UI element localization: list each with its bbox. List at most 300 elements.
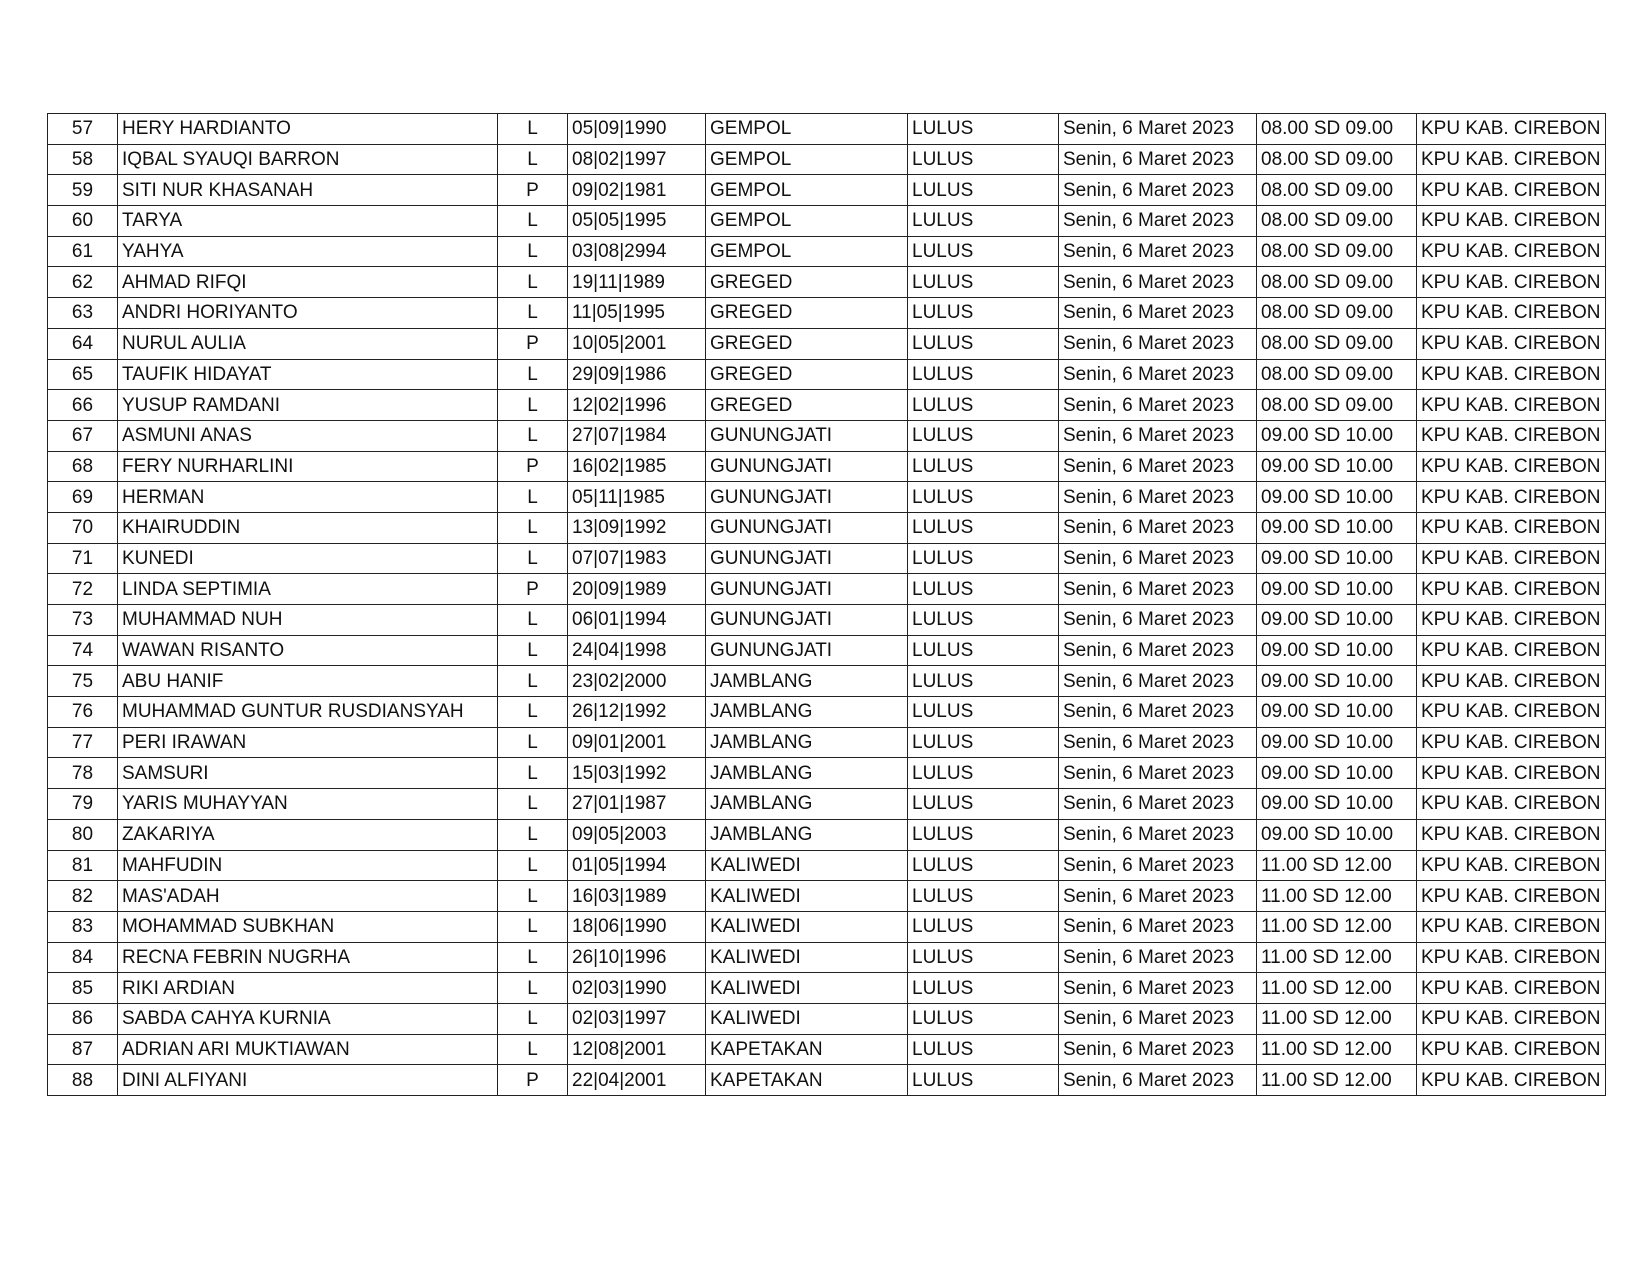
schedule-date-cell: Senin, 6 Maret 2023 [1059, 236, 1257, 267]
status-cell: LULUS [908, 1034, 1059, 1065]
participant-name-cell: RECNA FEBRIN NUGRHA [118, 942, 498, 973]
birth-date-cell: 01|05|1994 [568, 850, 706, 881]
location-cell: KPU KAB. CIREBON [1417, 1034, 1606, 1065]
row-number-cell: 73 [48, 605, 118, 636]
birth-date-cell: 03|08|2994 [568, 236, 706, 267]
table-row [48, 1034, 1606, 1065]
gender-cell: L [498, 298, 568, 329]
status-cell: LULUS [908, 451, 1059, 482]
birth-date-cell: 15|03|1992 [568, 758, 706, 789]
schedule-time-cell: 08.00 SD 09.00 [1257, 144, 1417, 175]
participant-name-cell: YARIS MUHAYYAN [118, 789, 498, 820]
location-cell: KPU KAB. CIREBON [1417, 574, 1606, 605]
gender-cell: L [498, 819, 568, 850]
location-cell: KPU KAB. CIREBON [1417, 482, 1606, 513]
gender-cell: P [498, 574, 568, 605]
location-cell: KPU KAB. CIREBON [1417, 512, 1606, 543]
table-row [48, 1003, 1606, 1034]
schedule-time-cell: 08.00 SD 09.00 [1257, 236, 1417, 267]
status-cell: LULUS [908, 267, 1059, 298]
schedule-date-cell: Senin, 6 Maret 2023 [1059, 359, 1257, 390]
participant-name-cell: MUHAMMAD NUH [118, 605, 498, 636]
row-number-cell: 84 [48, 942, 118, 973]
row-number-cell: 80 [48, 819, 118, 850]
birth-date-cell: 12|08|2001 [568, 1034, 706, 1065]
schedule-date-cell: Senin, 6 Maret 2023 [1059, 482, 1257, 513]
gender-cell: L [498, 420, 568, 451]
gender-cell: P [498, 1065, 568, 1096]
gender-cell: L [498, 666, 568, 697]
status-cell: LULUS [908, 543, 1059, 574]
district-cell: KALIWEDI [706, 850, 908, 881]
schedule-time-cell: 08.00 SD 09.00 [1257, 359, 1417, 390]
gender-cell: L [498, 789, 568, 820]
schedule-date-cell: Senin, 6 Maret 2023 [1059, 850, 1257, 881]
district-cell: JAMBLANG [706, 727, 908, 758]
participant-name-cell: MOHAMMAD SUBKHAN [118, 911, 498, 942]
table-row [48, 298, 1606, 329]
district-cell: GUNUNGJATI [706, 543, 908, 574]
schedule-date-cell: Senin, 6 Maret 2023 [1059, 298, 1257, 329]
gender-cell: L [498, 482, 568, 513]
participant-name-cell: ADRIAN ARI MUKTIAWAN [118, 1034, 498, 1065]
row-number-cell: 81 [48, 850, 118, 881]
participant-name-cell: YUSUP RAMDANI [118, 390, 498, 421]
participant-name-cell: MAS'ADAH [118, 881, 498, 912]
district-cell: JAMBLANG [706, 697, 908, 728]
participant-name-cell: HERY HARDIANTO [118, 114, 498, 145]
location-cell: KPU KAB. CIREBON [1417, 114, 1606, 145]
table-row [48, 206, 1606, 237]
table-row [48, 819, 1606, 850]
schedule-date-cell: Senin, 6 Maret 2023 [1059, 973, 1257, 1004]
row-number-cell: 62 [48, 267, 118, 298]
status-cell: LULUS [908, 911, 1059, 942]
schedule-date-cell: Senin, 6 Maret 2023 [1059, 1065, 1257, 1096]
status-cell: LULUS [908, 512, 1059, 543]
table-row [48, 758, 1606, 789]
schedule-time-cell: 09.00 SD 10.00 [1257, 819, 1417, 850]
birth-date-cell: 02|03|1997 [568, 1003, 706, 1034]
row-number-cell: 63 [48, 298, 118, 329]
participant-name-cell: SABDA CAHYA KURNIA [118, 1003, 498, 1034]
location-cell: KPU KAB. CIREBON [1417, 359, 1606, 390]
location-cell: KPU KAB. CIREBON [1417, 605, 1606, 636]
gender-cell: L [498, 359, 568, 390]
row-number-cell: 83 [48, 911, 118, 942]
gender-cell: L [498, 512, 568, 543]
schedule-date-cell: Senin, 6 Maret 2023 [1059, 451, 1257, 482]
district-cell: GREGED [706, 267, 908, 298]
participant-name-cell: HERMAN [118, 482, 498, 513]
status-cell: LULUS [908, 482, 1059, 513]
birth-date-cell: 02|03|1990 [568, 973, 706, 1004]
district-cell: GREGED [706, 359, 908, 390]
participant-name-cell: MAHFUDIN [118, 850, 498, 881]
schedule-time-cell: 09.00 SD 10.00 [1257, 451, 1417, 482]
birth-date-cell: 05|09|1990 [568, 114, 706, 145]
gender-cell: L [498, 850, 568, 881]
participant-name-cell: SITI NUR KHASANAH [118, 175, 498, 206]
schedule-time-cell: 11.00 SD 12.00 [1257, 973, 1417, 1004]
district-cell: KALIWEDI [706, 973, 908, 1004]
gender-cell: L [498, 697, 568, 728]
gender-cell: L [498, 1034, 568, 1065]
table-row [48, 942, 1606, 973]
birth-date-cell: 26|12|1992 [568, 697, 706, 728]
participant-name-cell: ZAKARIYA [118, 819, 498, 850]
schedule-time-cell: 09.00 SD 10.00 [1257, 512, 1417, 543]
schedule-time-cell: 08.00 SD 09.00 [1257, 206, 1417, 237]
participant-name-cell: ASMUNI ANAS [118, 420, 498, 451]
schedule-date-cell: Senin, 6 Maret 2023 [1059, 942, 1257, 973]
schedule-date-cell: Senin, 6 Maret 2023 [1059, 206, 1257, 237]
schedule-time-cell: 08.00 SD 09.00 [1257, 298, 1417, 329]
row-number-cell: 72 [48, 574, 118, 605]
status-cell: LULUS [908, 727, 1059, 758]
participant-name-cell: SAMSURI [118, 758, 498, 789]
birth-date-cell: 11|05|1995 [568, 298, 706, 329]
row-number-cell: 67 [48, 420, 118, 451]
status-cell: LULUS [908, 175, 1059, 206]
status-cell: LULUS [908, 973, 1059, 1004]
row-number-cell: 87 [48, 1034, 118, 1065]
row-number-cell: 60 [48, 206, 118, 237]
row-number-cell: 57 [48, 114, 118, 145]
gender-cell: L [498, 942, 568, 973]
schedule-date-cell: Senin, 6 Maret 2023 [1059, 328, 1257, 359]
table-row [48, 635, 1606, 666]
table-row [48, 973, 1606, 1004]
participant-name-cell: YAHYA [118, 236, 498, 267]
district-cell: GEMPOL [706, 144, 908, 175]
schedule-date-cell: Senin, 6 Maret 2023 [1059, 144, 1257, 175]
schedule-time-cell: 09.00 SD 10.00 [1257, 420, 1417, 451]
participant-name-cell: DINI ALFIYANI [118, 1065, 498, 1096]
schedule-date-cell: Senin, 6 Maret 2023 [1059, 1003, 1257, 1034]
schedule-time-cell: 08.00 SD 09.00 [1257, 328, 1417, 359]
district-cell: GUNUNGJATI [706, 512, 908, 543]
birth-date-cell: 24|04|1998 [568, 635, 706, 666]
location-cell: KPU KAB. CIREBON [1417, 267, 1606, 298]
row-number-cell: 75 [48, 666, 118, 697]
district-cell: GUNUNGJATI [706, 451, 908, 482]
row-number-cell: 71 [48, 543, 118, 574]
schedule-time-cell: 08.00 SD 09.00 [1257, 390, 1417, 421]
row-number-cell: 65 [48, 359, 118, 390]
table-row [48, 359, 1606, 390]
schedule-time-cell: 09.00 SD 10.00 [1257, 758, 1417, 789]
status-cell: LULUS [908, 144, 1059, 175]
gender-cell: L [498, 727, 568, 758]
status-cell: LULUS [908, 390, 1059, 421]
participant-name-cell: ABU HANIF [118, 666, 498, 697]
table-row [48, 543, 1606, 574]
schedule-date-cell: Senin, 6 Maret 2023 [1059, 267, 1257, 298]
schedule-date-cell: Senin, 6 Maret 2023 [1059, 881, 1257, 912]
status-cell: LULUS [908, 420, 1059, 451]
row-number-cell: 66 [48, 390, 118, 421]
status-cell: LULUS [908, 1065, 1059, 1096]
schedule-date-cell: Senin, 6 Maret 2023 [1059, 758, 1257, 789]
gender-cell: L [498, 543, 568, 574]
status-cell: LULUS [908, 942, 1059, 973]
schedule-date-cell: Senin, 6 Maret 2023 [1059, 911, 1257, 942]
status-cell: LULUS [908, 328, 1059, 359]
birth-date-cell: 07|07|1983 [568, 543, 706, 574]
table-row [48, 267, 1606, 298]
location-cell: KPU KAB. CIREBON [1417, 175, 1606, 206]
status-cell: LULUS [908, 605, 1059, 636]
row-number-cell: 64 [48, 328, 118, 359]
table-row [48, 114, 1606, 145]
row-number-cell: 58 [48, 144, 118, 175]
gender-cell: L [498, 236, 568, 267]
status-cell: LULUS [908, 697, 1059, 728]
birth-date-cell: 27|07|1984 [568, 420, 706, 451]
status-cell: LULUS [908, 298, 1059, 329]
schedule-time-cell: 11.00 SD 12.00 [1257, 1065, 1417, 1096]
row-number-cell: 74 [48, 635, 118, 666]
participant-name-cell: WAWAN RISANTO [118, 635, 498, 666]
birth-date-cell: 09|05|2003 [568, 819, 706, 850]
participant-name-cell: FERY NURHARLINI [118, 451, 498, 482]
schedule-time-cell: 11.00 SD 12.00 [1257, 911, 1417, 942]
schedule-date-cell: Senin, 6 Maret 2023 [1059, 666, 1257, 697]
schedule-time-cell: 09.00 SD 10.00 [1257, 482, 1417, 513]
status-cell: LULUS [908, 881, 1059, 912]
table-row [48, 420, 1606, 451]
birth-date-cell: 09|01|2001 [568, 727, 706, 758]
gender-cell: L [498, 758, 568, 789]
location-cell: KPU KAB. CIREBON [1417, 666, 1606, 697]
district-cell: GEMPOL [706, 206, 908, 237]
district-cell: GUNUNGJATI [706, 635, 908, 666]
location-cell: KPU KAB. CIREBON [1417, 942, 1606, 973]
row-number-cell: 85 [48, 973, 118, 1004]
schedule-time-cell: 09.00 SD 10.00 [1257, 605, 1417, 636]
birth-date-cell: 23|02|2000 [568, 666, 706, 697]
participant-name-cell: TARYA [118, 206, 498, 237]
district-cell: GEMPOL [706, 114, 908, 145]
table-row [48, 666, 1606, 697]
location-cell: KPU KAB. CIREBON [1417, 881, 1606, 912]
birth-date-cell: 26|10|1996 [568, 942, 706, 973]
participant-name-cell: MUHAMMAD GUNTUR RUSDIANSYAH [118, 697, 498, 728]
table-row [48, 605, 1606, 636]
participant-name-cell: AHMAD RIFQI [118, 267, 498, 298]
row-number-cell: 70 [48, 512, 118, 543]
location-cell: KPU KAB. CIREBON [1417, 420, 1606, 451]
status-cell: LULUS [908, 359, 1059, 390]
results-table [47, 113, 1606, 1096]
status-cell: LULUS [908, 635, 1059, 666]
table-row [48, 328, 1606, 359]
birth-date-cell: 22|04|2001 [568, 1065, 706, 1096]
table-row [48, 390, 1606, 421]
status-cell: LULUS [908, 819, 1059, 850]
row-number-cell: 79 [48, 789, 118, 820]
birth-date-cell: 09|02|1981 [568, 175, 706, 206]
table-row [48, 697, 1606, 728]
row-number-cell: 61 [48, 236, 118, 267]
status-cell: LULUS [908, 850, 1059, 881]
birth-date-cell: 16|02|1985 [568, 451, 706, 482]
gender-cell: L [498, 881, 568, 912]
table-row [48, 881, 1606, 912]
birth-date-cell: 05|05|1995 [568, 206, 706, 237]
district-cell: KALIWEDI [706, 1003, 908, 1034]
table-row [48, 850, 1606, 881]
gender-cell: P [498, 451, 568, 482]
birth-date-cell: 05|11|1985 [568, 482, 706, 513]
location-cell: KPU KAB. CIREBON [1417, 819, 1606, 850]
table-row [48, 911, 1606, 942]
schedule-date-cell: Senin, 6 Maret 2023 [1059, 512, 1257, 543]
schedule-date-cell: Senin, 6 Maret 2023 [1059, 819, 1257, 850]
birth-date-cell: 18|06|1990 [568, 911, 706, 942]
district-cell: KAPETAKAN [706, 1034, 908, 1065]
location-cell: KPU KAB. CIREBON [1417, 758, 1606, 789]
district-cell: GREGED [706, 390, 908, 421]
row-number-cell: 82 [48, 881, 118, 912]
schedule-time-cell: 11.00 SD 12.00 [1257, 850, 1417, 881]
district-cell: JAMBLANG [706, 758, 908, 789]
gender-cell: L [498, 635, 568, 666]
birth-date-cell: 27|01|1987 [568, 789, 706, 820]
schedule-time-cell: 11.00 SD 12.00 [1257, 881, 1417, 912]
status-cell: LULUS [908, 758, 1059, 789]
status-cell: LULUS [908, 574, 1059, 605]
district-cell: GEMPOL [706, 175, 908, 206]
schedule-date-cell: Senin, 6 Maret 2023 [1059, 605, 1257, 636]
schedule-date-cell: Senin, 6 Maret 2023 [1059, 789, 1257, 820]
table-row [48, 574, 1606, 605]
row-number-cell: 77 [48, 727, 118, 758]
district-cell: KALIWEDI [706, 911, 908, 942]
status-cell: LULUS [908, 666, 1059, 697]
district-cell: GREGED [706, 298, 908, 329]
location-cell: KPU KAB. CIREBON [1417, 911, 1606, 942]
table-row [48, 789, 1606, 820]
birth-date-cell: 16|03|1989 [568, 881, 706, 912]
schedule-time-cell: 09.00 SD 10.00 [1257, 697, 1417, 728]
district-cell: KALIWEDI [706, 881, 908, 912]
participant-name-cell: KHAIRUDDIN [118, 512, 498, 543]
status-cell: LULUS [908, 789, 1059, 820]
location-cell: KPU KAB. CIREBON [1417, 1065, 1606, 1096]
participant-name-cell: PERI IRAWAN [118, 727, 498, 758]
gender-cell: L [498, 114, 568, 145]
row-number-cell: 59 [48, 175, 118, 206]
district-cell: GUNUNGJATI [706, 605, 908, 636]
birth-date-cell: 29|09|1986 [568, 359, 706, 390]
participant-name-cell: IQBAL SYAUQI BARRON [118, 144, 498, 175]
schedule-date-cell: Senin, 6 Maret 2023 [1059, 697, 1257, 728]
table-row [48, 175, 1606, 206]
district-cell: KAPETAKAN [706, 1065, 908, 1096]
district-cell: GUNUNGJATI [706, 482, 908, 513]
table-row [48, 451, 1606, 482]
location-cell: KPU KAB. CIREBON [1417, 298, 1606, 329]
location-cell: KPU KAB. CIREBON [1417, 206, 1606, 237]
schedule-date-cell: Senin, 6 Maret 2023 [1059, 635, 1257, 666]
row-number-cell: 88 [48, 1065, 118, 1096]
district-cell: JAMBLANG [706, 819, 908, 850]
gender-cell: L [498, 390, 568, 421]
schedule-time-cell: 11.00 SD 12.00 [1257, 1003, 1417, 1034]
schedule-time-cell: 08.00 SD 09.00 [1257, 114, 1417, 145]
schedule-date-cell: Senin, 6 Maret 2023 [1059, 1034, 1257, 1065]
row-number-cell: 76 [48, 697, 118, 728]
schedule-date-cell: Senin, 6 Maret 2023 [1059, 543, 1257, 574]
table-row [48, 1065, 1606, 1096]
location-cell: KPU KAB. CIREBON [1417, 697, 1606, 728]
location-cell: KPU KAB. CIREBON [1417, 789, 1606, 820]
schedule-date-cell: Senin, 6 Maret 2023 [1059, 114, 1257, 145]
location-cell: KPU KAB. CIREBON [1417, 144, 1606, 175]
district-cell: KALIWEDI [706, 942, 908, 973]
gender-cell: L [498, 911, 568, 942]
row-number-cell: 78 [48, 758, 118, 789]
participant-name-cell: KUNEDI [118, 543, 498, 574]
table-row [48, 236, 1606, 267]
schedule-time-cell: 09.00 SD 10.00 [1257, 635, 1417, 666]
row-number-cell: 86 [48, 1003, 118, 1034]
participant-name-cell: ANDRI HORIYANTO [118, 298, 498, 329]
gender-cell: L [498, 1003, 568, 1034]
schedule-time-cell: 09.00 SD 10.00 [1257, 574, 1417, 605]
district-cell: GREGED [706, 328, 908, 359]
table-row [48, 144, 1606, 175]
table-row [48, 482, 1606, 513]
birth-date-cell: 19|11|1989 [568, 267, 706, 298]
table-row [48, 727, 1606, 758]
schedule-date-cell: Senin, 6 Maret 2023 [1059, 727, 1257, 758]
results-table-body [48, 114, 1606, 1096]
table-row [48, 512, 1606, 543]
schedule-time-cell: 08.00 SD 09.00 [1257, 267, 1417, 298]
birth-date-cell: 06|01|1994 [568, 605, 706, 636]
district-cell: GEMPOL [706, 236, 908, 267]
gender-cell: L [498, 144, 568, 175]
district-cell: GUNUNGJATI [706, 420, 908, 451]
location-cell: KPU KAB. CIREBON [1417, 635, 1606, 666]
schedule-time-cell: 11.00 SD 12.00 [1257, 1034, 1417, 1065]
schedule-date-cell: Senin, 6 Maret 2023 [1059, 574, 1257, 605]
location-cell: KPU KAB. CIREBON [1417, 1003, 1606, 1034]
birth-date-cell: 20|09|1989 [568, 574, 706, 605]
gender-cell: L [498, 206, 568, 237]
district-cell: GUNUNGJATI [706, 574, 908, 605]
schedule-time-cell: 09.00 SD 10.00 [1257, 727, 1417, 758]
location-cell: KPU KAB. CIREBON [1417, 973, 1606, 1004]
participant-name-cell: NURUL AULIA [118, 328, 498, 359]
district-cell: JAMBLANG [706, 666, 908, 697]
schedule-time-cell: 09.00 SD 10.00 [1257, 543, 1417, 574]
location-cell: KPU KAB. CIREBON [1417, 451, 1606, 482]
location-cell: KPU KAB. CIREBON [1417, 850, 1606, 881]
gender-cell: P [498, 175, 568, 206]
gender-cell: L [498, 605, 568, 636]
schedule-time-cell: 09.00 SD 10.00 [1257, 666, 1417, 697]
status-cell: LULUS [908, 236, 1059, 267]
gender-cell: L [498, 973, 568, 1004]
gender-cell: L [498, 267, 568, 298]
location-cell: KPU KAB. CIREBON [1417, 543, 1606, 574]
schedule-date-cell: Senin, 6 Maret 2023 [1059, 420, 1257, 451]
participant-name-cell: LINDA SEPTIMIA [118, 574, 498, 605]
